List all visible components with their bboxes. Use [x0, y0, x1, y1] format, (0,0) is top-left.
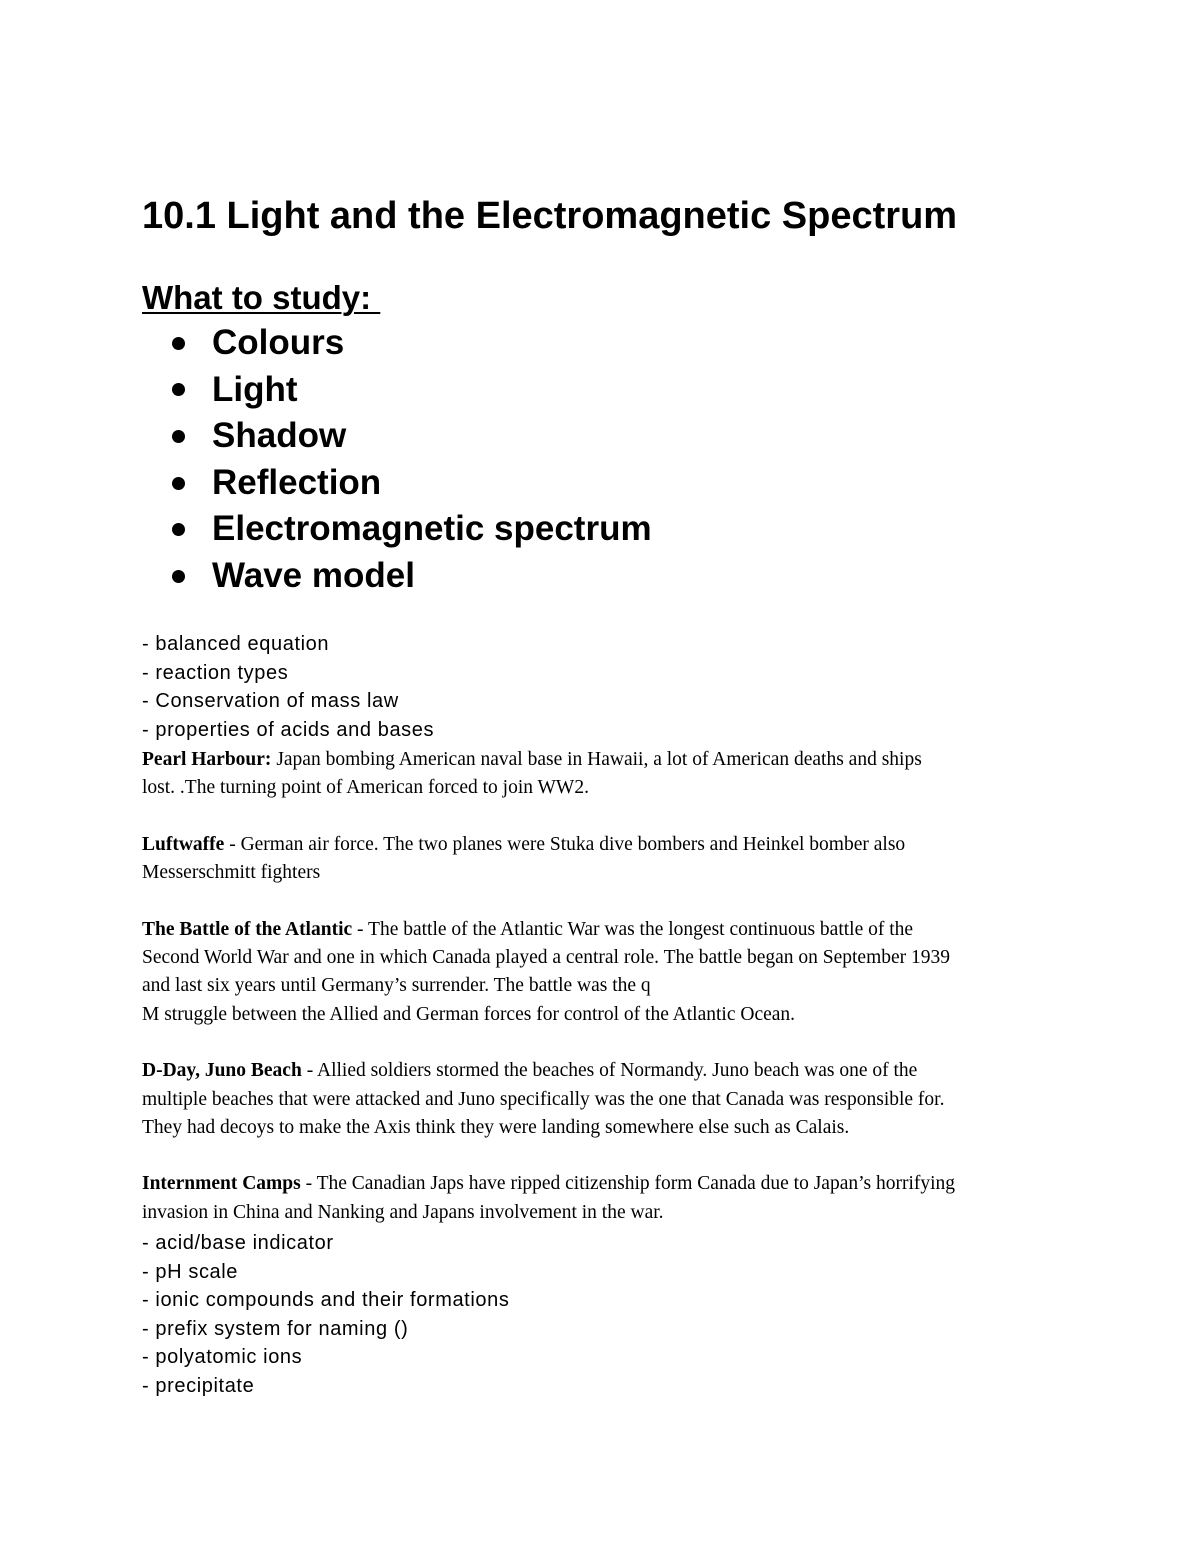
- list-item: [172, 506, 652, 553]
- note-term: Internment Camps: [142, 1173, 301, 1195]
- note-line: [142, 831, 1062, 859]
- note-text: - The battle of the Atlantic War was the longest continuous battle of the: [352, 918, 914, 940]
- list-item: - acid/base indicator: [142, 1232, 334, 1254]
- bullet-icon: [172, 337, 185, 350]
- topic-label: Electromagnetic spectrum: [212, 509, 652, 549]
- list-item: - ionic compounds and their formations: [142, 1289, 510, 1312]
- list-item: - polyatomic ions: [142, 1346, 303, 1369]
- note-term: Luftwaffe: [142, 833, 225, 855]
- note-text: - German air force. The two planes were Stuka dive bombers and Heinkel bomber also: [224, 833, 906, 855]
- list-item: [172, 367, 652, 414]
- note-line: multiple beaches that were attacked and Juno specifically was the one that Canada was responsible for.: [142, 1088, 945, 1110]
- note-line: lost. .The turning point of American forced to join WW2.: [142, 777, 589, 799]
- note-term: Pearl Harbour:: [142, 749, 272, 770]
- topic-label: Light: [212, 369, 298, 409]
- bullet-icon: [172, 477, 185, 490]
- list-item: [172, 460, 652, 507]
- note-line: invasion in China and Nanking and Japans involvement in the war.: [142, 1201, 664, 1223]
- note-pearl-harbour: [142, 746, 1062, 803]
- note-line: [142, 1170, 1062, 1198]
- review-list-acids: [142, 1229, 509, 1401]
- list-item: - balanced equation: [142, 633, 330, 655]
- note-text: - Allied soldiers stormed the beaches of Normandy. Juno beach was one of the: [301, 1060, 918, 1082]
- list-item: - prefix system for naming (): [142, 1317, 409, 1340]
- topic-label: Reflection: [212, 462, 382, 502]
- note-text: Japan bombing American naval base in Hawaii, a lot of American deaths and ships: [271, 749, 922, 770]
- note-line: Second World War and one in which Canada played a central role. The battle began on September 1939: [142, 947, 951, 969]
- list-item: - Conservation of mass law: [142, 690, 399, 713]
- note-line: [142, 746, 1062, 774]
- list-item: - reaction types: [142, 661, 289, 684]
- list-item: - properties of acids and bases: [142, 718, 435, 741]
- study-topics-list: [172, 320, 652, 600]
- note-battle-of-atlantic: [142, 916, 1062, 1029]
- note-line: [142, 1057, 1062, 1085]
- topic-label: Shadow: [212, 416, 347, 456]
- note-text: - The Canadian Japs have ripped citizenship form Canada due to Japan’s horrifying: [300, 1173, 956, 1195]
- list-item: - precipitate: [142, 1374, 255, 1397]
- note-luftwaffe: [142, 831, 1062, 888]
- study-heading: What to study:: [142, 279, 381, 316]
- bullet-icon: [172, 523, 185, 536]
- bullet-icon: [172, 570, 185, 583]
- topic-label: Colours: [212, 323, 345, 362]
- list-item: [172, 413, 652, 460]
- note-d-day: [142, 1057, 1062, 1142]
- topic-label: Wave model: [212, 555, 415, 595]
- page-title: 10.1 Light and the Electromagnetic Spectrum: [142, 195, 958, 237]
- note-internment-camps: [142, 1170, 1062, 1227]
- note-line: They had decoys to make the Axis think they were landing somewhere else such as Calais.: [142, 1116, 850, 1138]
- list-item: [172, 320, 652, 367]
- history-notes: [142, 746, 1062, 1227]
- bullet-icon: [172, 383, 185, 396]
- note-term: The Battle of the Atlantic: [142, 918, 353, 940]
- note-line: and last six years until Germany’s surrender. The battle was the q: [142, 975, 651, 997]
- note-line: M struggle between the Allied and German forces for control of the Atlantic Ocean.: [142, 1003, 796, 1025]
- note-line: [142, 916, 1062, 944]
- list-item: [172, 553, 652, 600]
- note-line: Messerschmitt fighters: [142, 862, 321, 884]
- note-term: D-Day, Juno Beach: [142, 1060, 302, 1082]
- list-item: - pH scale: [142, 1260, 239, 1283]
- review-list-chemistry: [142, 630, 434, 744]
- bullet-icon: [172, 430, 185, 443]
